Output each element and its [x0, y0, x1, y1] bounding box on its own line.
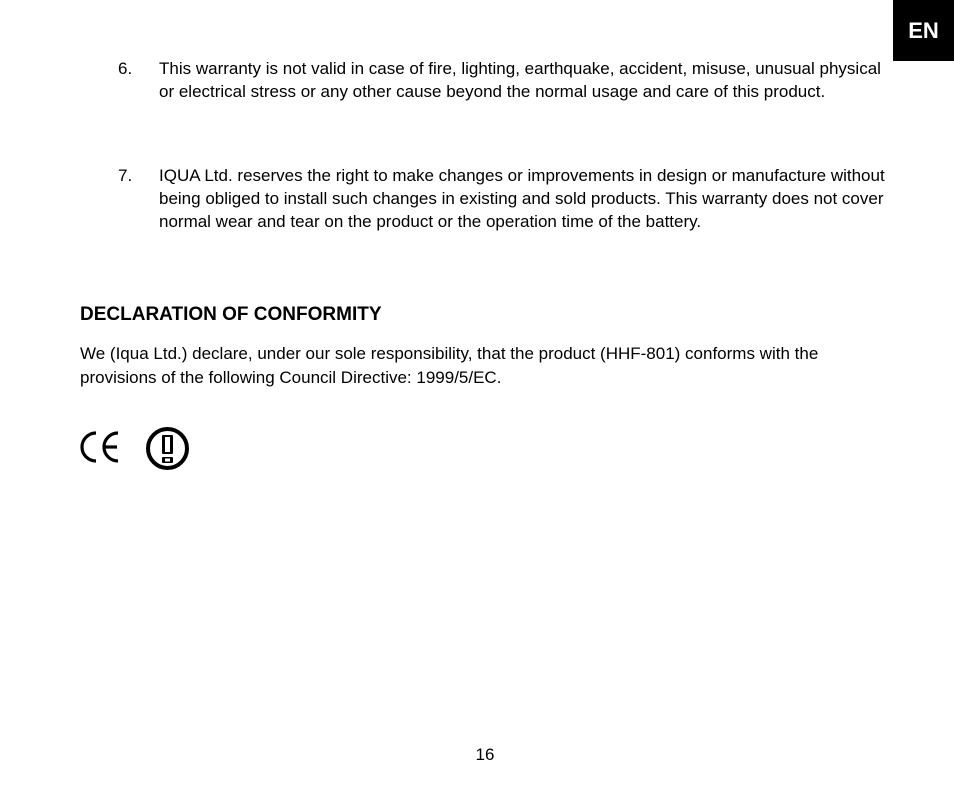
item-text: IQUA Ltd. reserves the right to make changes or improvements in design or manufacture without being obliged to install such changes in existing and sold products. This warranty does not cover normal wear and tear on the product or the operation time of the battery.: [159, 166, 885, 231]
language-tab-label: EN: [908, 17, 939, 43]
language-tab: [893, 0, 954, 61]
warranty-item-7: [118, 164, 893, 233]
declaration-text: We (Iqua Ltd.) declare, under our sole responsibility, that the product (HHF-801) conforms with the provisions of the following Council Directive: 1999/5/EC.: [80, 344, 819, 387]
warranty-item-6: [118, 57, 893, 103]
alert-class2-icon: [145, 426, 190, 471]
item-number: 6.: [118, 59, 133, 78]
item-text: This warranty is not valid in case of fire, lighting, earthquake, accident, misuse, unusual physical or electrical stress or any other cause beyond the normal usage and care of this product.: [159, 59, 881, 101]
item-number: 7.: [118, 166, 133, 185]
ce-mark-icon: [80, 430, 122, 464]
page-number: 16: [475, 745, 495, 764]
declaration-heading: DECLARATION OF CONFORMITY: [80, 304, 382, 325]
